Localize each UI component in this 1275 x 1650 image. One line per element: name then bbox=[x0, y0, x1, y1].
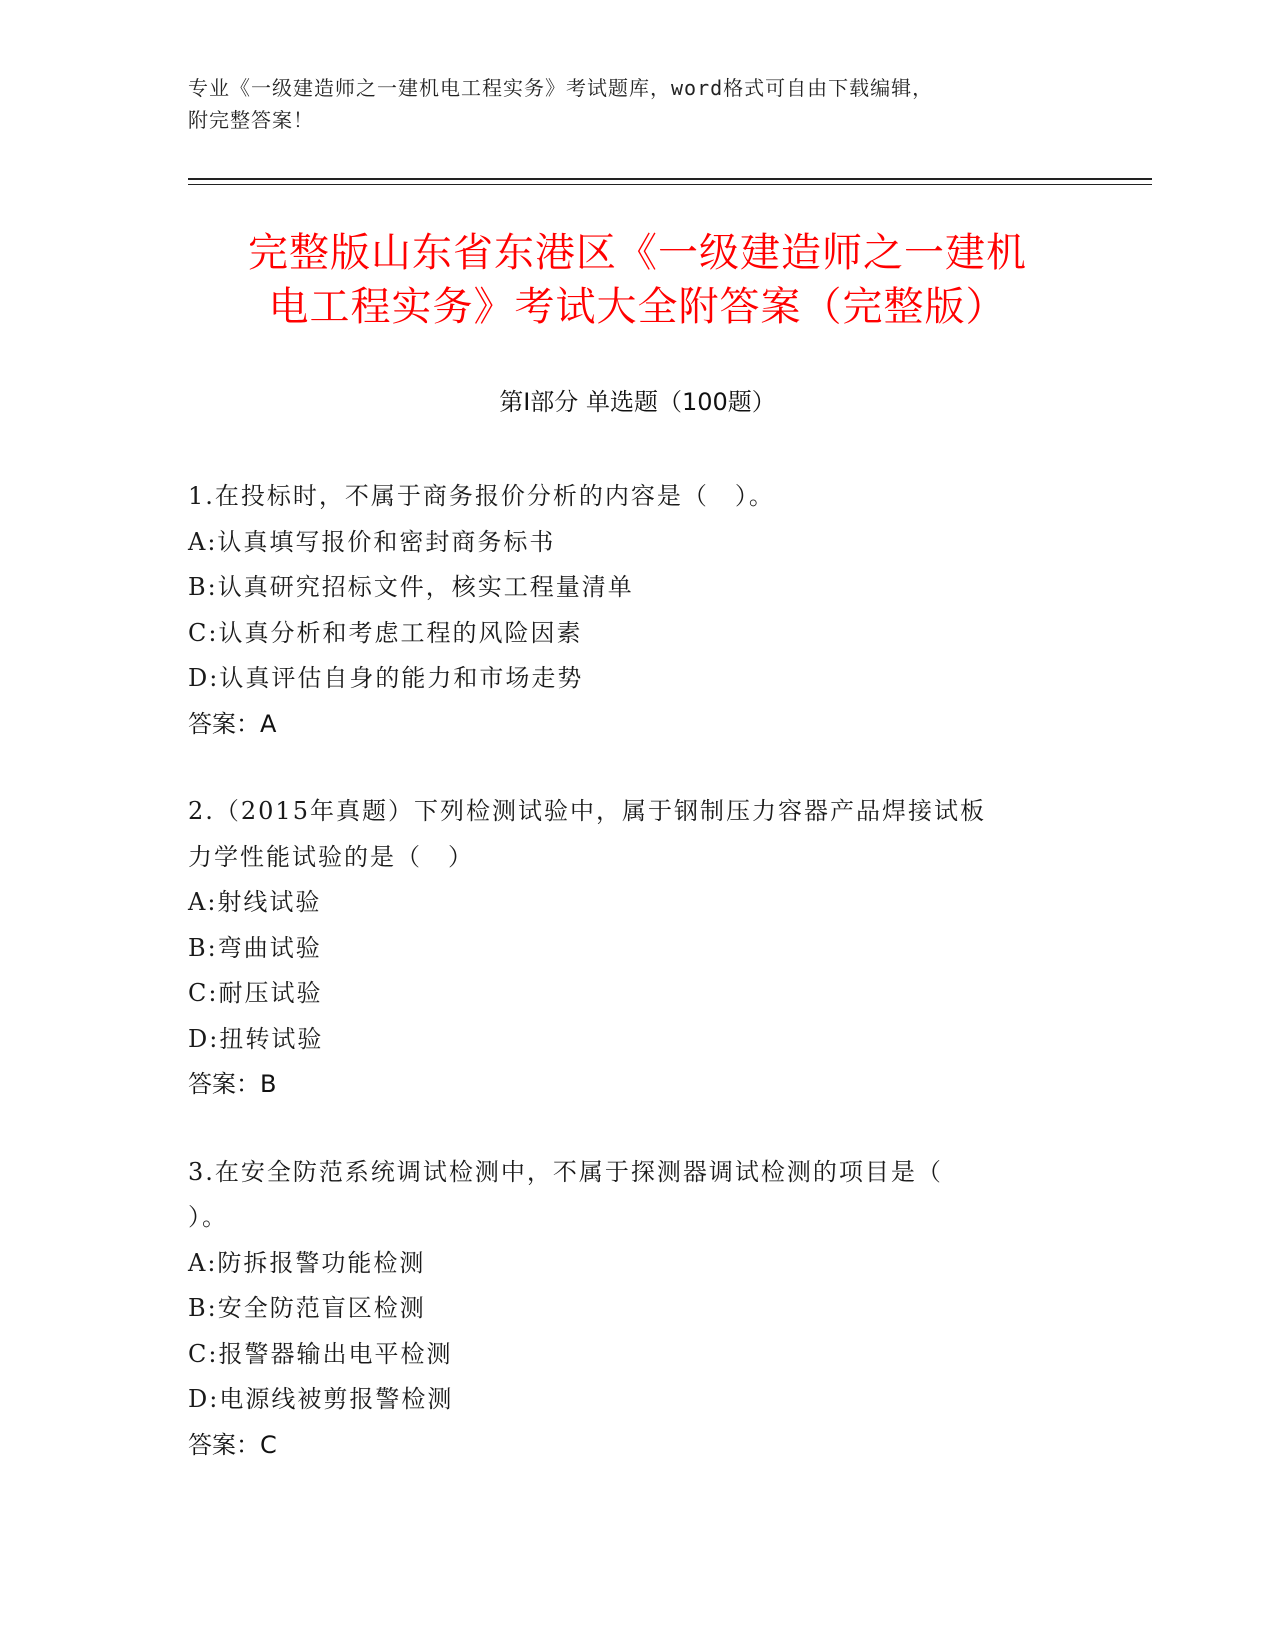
question-1 bbox=[188, 474, 1088, 747]
option-a: A:防拆报警功能检测 bbox=[188, 1248, 426, 1277]
option-d: D:电源线被剪报警检测 bbox=[188, 1385, 454, 1413]
question-3 bbox=[188, 1150, 1088, 1469]
question-2 bbox=[188, 789, 1088, 1108]
header-divider-thick bbox=[188, 178, 1152, 180]
question-stem-continued: ）。 bbox=[188, 1203, 228, 1231]
question-list bbox=[188, 474, 1088, 1510]
header-note-line-2: 附完整答案！ bbox=[188, 108, 314, 132]
option-a: A:射线试验 bbox=[188, 888, 322, 916]
answer: 答案：B bbox=[188, 1070, 277, 1098]
answer: 答案：C bbox=[188, 1430, 277, 1459]
question-stem: 1.在投标时，不属于商务报价分析的内容是（ ）。 bbox=[188, 482, 775, 510]
question-stem: 2.（2015年真题）下列检测试验中，属于钢制压力容器产品焊接试板 bbox=[188, 797, 986, 825]
question-stem-continued: 力学性能试验的是（ ） bbox=[188, 842, 474, 871]
answer: 答案：A bbox=[188, 709, 277, 738]
document-title bbox=[130, 226, 1145, 334]
header-divider-thin bbox=[188, 184, 1152, 185]
option-c: C:报警器输出电平检测 bbox=[188, 1339, 453, 1368]
option-c: C:耐压试验 bbox=[188, 979, 323, 1007]
option-d: D:认真评估自身的能力和市场走势 bbox=[188, 664, 584, 692]
option-b: B:认真研究招标文件，核实工程量清单 bbox=[188, 573, 634, 601]
option-a: A:认真填写报价和密封商务标书 bbox=[188, 527, 556, 556]
document-title-line-2: 电工程实务》考试大全附答案（完整版） bbox=[268, 284, 1007, 330]
question-stem: 3.在安全防范系统调试检测中，不属于探测器调试检测的项目是（ bbox=[188, 1157, 943, 1186]
option-b: B:安全防范盲区检测 bbox=[188, 1294, 426, 1322]
header-note bbox=[188, 72, 1088, 136]
section-heading: 第Ⅰ部分 单选题（100题） bbox=[499, 388, 776, 416]
document-title-line-1: 完整版山东省东港区《一级建造师之一建机 bbox=[248, 230, 1027, 276]
header-note-line-1: 专业《一级建造师之一建机电工程实务》考试题库，word格式可自由下载编辑， bbox=[188, 76, 934, 100]
option-b: B:弯曲试验 bbox=[188, 933, 322, 962]
option-d: D:扭转试验 bbox=[188, 1024, 324, 1053]
option-c: C:认真分析和考虑工程的风险因素 bbox=[188, 618, 583, 647]
